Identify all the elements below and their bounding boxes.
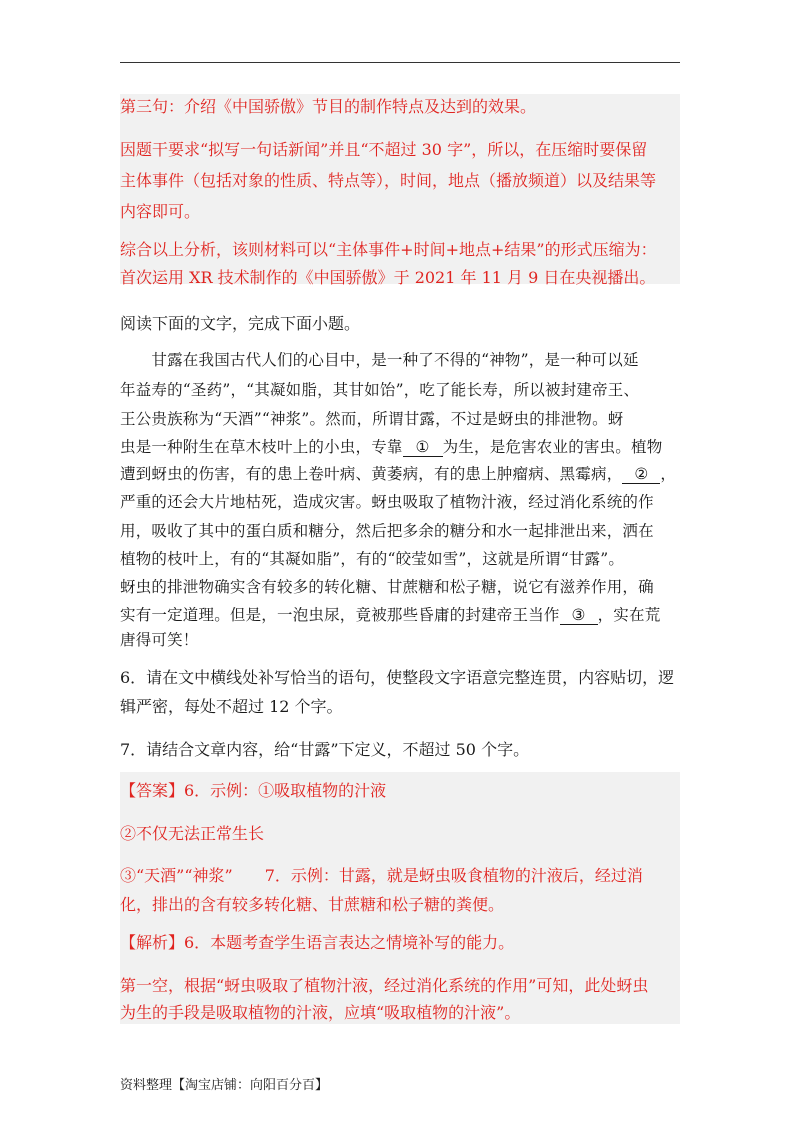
passage-line: 甘露在我国古代人们的心目中，是一种了不得的“神物”，是一种可以延 — [120, 351, 639, 369]
analysis-line: 第三句：介绍《中国骄傲》节目的制作特点及达到的效果。 — [120, 97, 537, 116]
passage-line: 植物的枝叶上，有的“其凝如脂”，有的“皎莹如雪”，这就是所谓“甘露”。 — [120, 550, 625, 568]
analysis-line: 主体事件（包括对象的性质、特点等），时间，地点（播放频道）以及结果等 — [120, 171, 657, 190]
answer-line: 【答案】6．示例：①吸取植物的汁液 — [120, 781, 387, 800]
passage-line: 蚜虫的排泄物确实含有较多的转化糖、甘蔗糖和松子糖，说它有滋养作用，确 — [120, 578, 654, 596]
blank-2: ② — [622, 465, 660, 484]
answer-line: ②不仅无法正常生长 — [120, 824, 265, 843]
answer-line: 为生的手段是吸取植物的汁液，应填“吸取植物的汁液”。 — [120, 1003, 521, 1022]
passage-line: 用，吸收了其中的蛋白质和糖分，然后把多余的糖分和水一起排泄出来，洒在 — [120, 522, 654, 540]
passage-text: 实有一定道理。但是，一泡虫尿，竟被那些昏庸的封建帝王当作 — [120, 606, 560, 624]
passage-line — [120, 464, 676, 484]
passage-line — [120, 605, 660, 625]
passage-text: 为生，是危害农业的害虫。植物 — [442, 438, 663, 456]
passage-line — [120, 437, 662, 457]
analysis-block-top — [120, 94, 680, 287]
question-6-line-1: 6．请在文中横线处补写恰当的语句，使整段文字语意完整连贯，内容贴切，逻 — [120, 668, 675, 687]
analysis-line: 内容即可。 — [120, 202, 201, 221]
analysis-line: 因题干要求“拟写一句话新闻”并且“不超过 30 字”，所以，在压缩时要保留 — [120, 140, 648, 159]
reading-instruction: 阅读下面的文字，完成下面小题。 — [120, 314, 361, 333]
passage-text: ，实在荒 — [597, 606, 661, 624]
question-6-line-2: 辑严密，每处不超过 12 个字。 — [120, 697, 343, 716]
passage-line: 王公贵族称为“天酒”“神浆”。然而，所谓甘露，不过是蚜虫的排泄物。蚜 — [120, 410, 624, 428]
analysis-line: 综合以上分析，该则材料可以“主体事件+时间+地点+结果”的形式压缩为： — [120, 240, 657, 259]
answer-block — [120, 772, 680, 1024]
passage-line: 年益寿的“圣药”，“其凝如脂，其甘如饴”，吃了能长寿，所以被封建帝王、 — [120, 381, 640, 399]
blank-1: ① — [403, 438, 443, 457]
passage-text: 虫是一种附生在草木枝叶上的小虫，专靠 — [120, 438, 403, 456]
blank-3: ③ — [560, 606, 598, 625]
analysis-heading: 【解析】6．本题考查学生语言表达之情境补写的能力。 — [120, 933, 515, 952]
question-7: 7．请结合文章内容，给“甘露”下定义，不超过 50 个字。 — [120, 740, 530, 759]
answer-line: 第一空，根据“蚜虫吸取了植物汁液，经过消化系统的作用”可知，此处蚜虫 — [120, 976, 649, 995]
answer-line: ③“天酒”“神浆” 7．示例：甘露，就是蚜虫吸食植物的汁液后，经过消 — [120, 866, 643, 885]
passage-line: 严重的还会大片地枯死，造成灾害。蚜虫吸取了植物汁液，经过消化系统的作 — [120, 493, 654, 511]
footer-source: 资料整理【淘宝店铺：向阳百分百】 — [120, 1078, 329, 1093]
passage-text: ， — [660, 465, 677, 483]
analysis-line: 首次运用 XR 技术制作的《中国骄傲》于 2021 年 11 月 9 日在央视播出。 — [120, 268, 656, 287]
passage-text: 遭到蚜虫的伤害，有的患上卷叶病、黄萎病，有的患上肿瘤病、黑霉病， — [120, 465, 623, 483]
passage-line: 唐得可笑！ — [120, 631, 199, 649]
header-rule — [120, 62, 680, 63]
answer-line: 化，排出的含有较多转化糖、甘蔗糖和松子糖的粪便。 — [120, 895, 505, 914]
